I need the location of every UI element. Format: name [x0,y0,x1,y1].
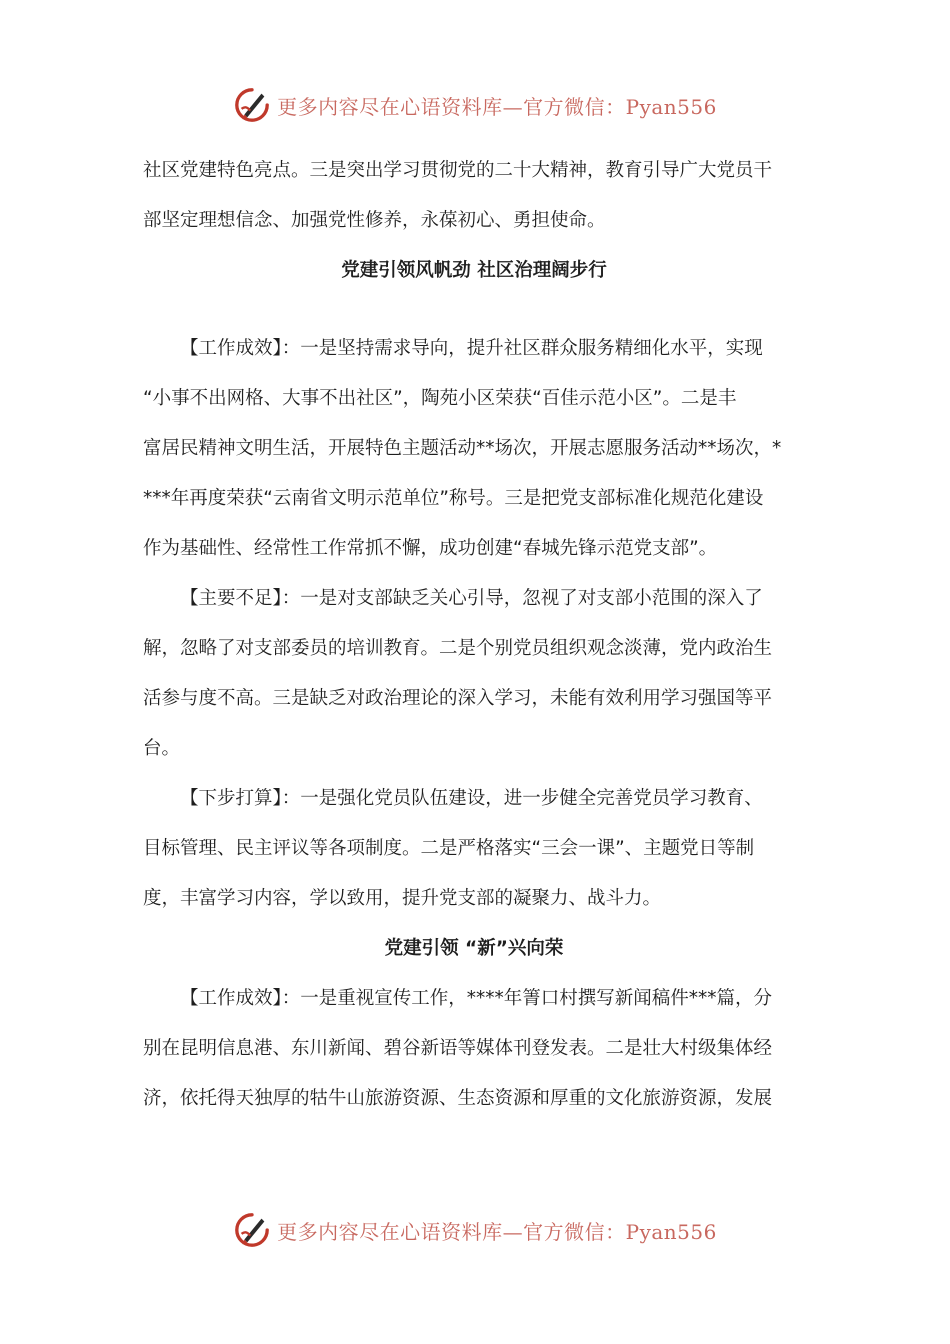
paragraph-line: 活参与度不高。三是缺乏对政治理论的深入学习，未能有效利用学习强国等平 [143,688,773,709]
paragraph-line: 度，丰富学习内容，学以致用，提升党支部的凝聚力、战斗力。 [143,888,662,909]
paragraph-line: 台。 [143,738,181,759]
watermark-header [0,85,950,125]
section-heading: 党建引领 “新”兴向荣 [384,938,564,959]
paragraph-line: 作为基础性、经常性工作常抓不懈，成功创建“春城先锋示范党支部”。 [143,538,718,559]
paragraph-line: “小事不出网格、大事不出社区”，陶苑小区荣获“百佳示范小区”。二是丰 [143,388,737,409]
watermark-text: 更多内容尽在心语资料库—官方微信：Pyan556 [277,1219,717,1244]
paragraph-line: 济，依托得天独厚的牯牛山旅游资源、生态资源和厚重的文化旅游资源，发展 [143,1088,773,1109]
pen-circle-logo-icon [233,86,271,124]
document-body [143,146,805,1124]
paragraph-line: 目标管理、民主评议等各项制度。二是严格落实“三会一课”、主题党日等制 [143,838,755,859]
paragraph-line: 社区党建特色亮点。三是突出学习贯彻党的二十大精神，教育引导广大党员干 [143,160,773,181]
watermark-text: 更多内容尽在心语资料库—官方微信：Pyan556 [277,94,717,119]
paragraph-line: ***年再度荣获“云南省文明示范单位”称号。三是把党支部标准化规范化建设 [143,488,764,509]
paragraph-line: 富居民精神文明生活，开展特色主题活动**场次，开展志愿服务活动**场次，* [143,438,782,459]
watermark-footer [0,1210,950,1250]
paragraph-line: 解，忽略了对支部委员的培训教育。二是个别党员组织观念淡薄，党内政治生 [143,638,773,659]
section-heading: 党建引领风帆劲 社区治理阔步行 [341,260,607,281]
paragraph-line: 【下步打算】：一是强化党员队伍建设，进一步健全完善党员学习教育、 [180,788,763,809]
pen-circle-logo-icon [233,1211,271,1249]
paragraph-line: 别在昆明信息港、东川新闻、碧谷新语等媒体刊登发表。二是壮大村级集体经 [143,1038,773,1059]
paragraph-line: 【主要不足】：一是对支部缺乏关心引导，忽视了对支部小范围的深入了 [180,588,763,609]
paragraph-line: 【工作成效】：一是重视宣传工作，****年箐口村撰写新闻稿件***篇，分 [180,988,773,1009]
paragraph-line: 【工作成效】：一是坚持需求导向，提升社区群众服务精细化水平，实现 [180,338,763,359]
paragraph-line: 部坚定理想信念、加强党性修养，永葆初心、勇担使命。 [143,210,606,231]
